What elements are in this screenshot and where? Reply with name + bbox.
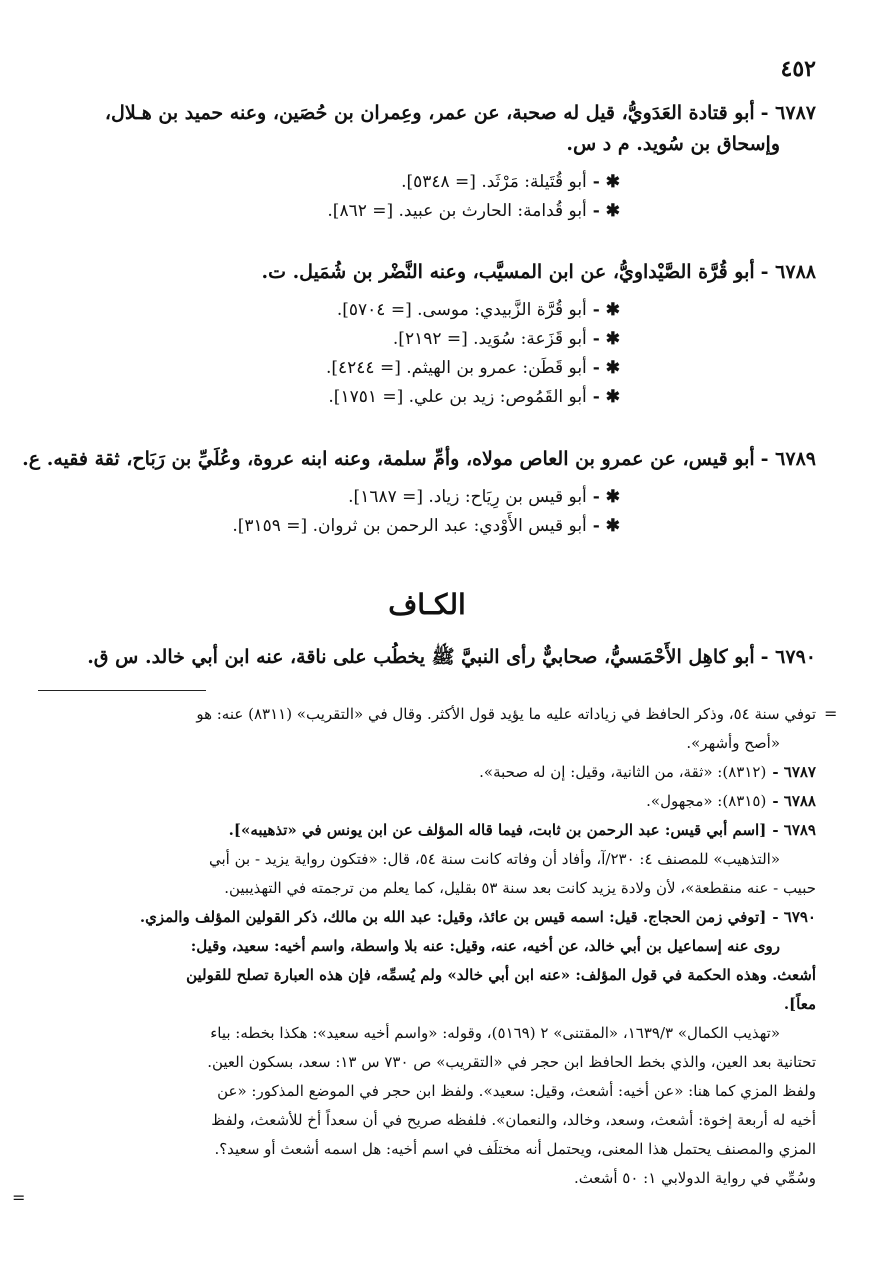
cross-reference: ✱ -أبو قَطَن: عمرو بن الهيثم. [= ٤٢٤٤]. [325,358,620,378]
asterisk-icon: ✱ - [592,172,620,192]
asterisk-icon: ✱ - [592,329,620,349]
asterisk-icon: ✱ - [592,516,620,536]
entry-number: ٦٧٨٨ - [760,261,816,283]
asterisk-icon: ✱ - [592,387,620,407]
footnote-6790-text: أشعث. وهذه الحكمة في قول المؤلف: «عنه ابن أبي خالد» ولم يُسمِّه، فإن هذه العبارة تصلح للقولين [186,966,816,984]
footnote-6787: ٦٧٨٧ -(٨٣١٢): «ثقة، من الثانية، وقيل: إن له صحبة». [479,763,816,781]
footnote-6789: ٦٧٨٩ -[اسم أبي قيس: عبد الرحمن بن ثابت، فيما قاله المؤلف عن ابن يونس في «تذهيبه»]. [228,821,816,839]
continuation-marker: = [824,704,838,723]
entry-text: أبو كاهِل الأَحْمَسيُّ، صحابيٌّ رأى النبيَّ ﷺ يخطُب على ناقة، عنه ابن أبي خالد. س ق. [87,646,755,668]
footnote-6789-text: «التذهيب» للمصنف ٤: ٢٣٠/آ، وأفاد أن وفاته كانت سنة ٥٤، قال: «فتكون رواية يزيد - بن أبي [208,850,780,868]
footnote-6790-text: المزي والمصنف يحتمل هذا المعنى، ويحتمل أنه مختلَف في اسم أخيه: هل اسمه أشعث أو سعيد؟. [214,1140,816,1158]
cross-reference: ✱ -أبو قَزَعة: سُوَيد. [= ٢١٩٢]. [392,329,620,349]
asterisk-icon: ✱ - [592,358,620,378]
footnote-6790-text: أخيه له أربعة إخوة: أشعث، وسعد، وخالد، والنعمان». فلفظه صريح في أن سعداً أخ للأشعث، ولفظ [211,1111,816,1129]
entry-text: أبو قُرَّة الصَّيْداويُّ، عن ابن المسيَّب، وعنه النَّضْر بن شُمَيل. ت. [261,261,755,283]
footnote-divider [38,690,206,691]
entry-text: أبو قيس، عن عمرو بن العاص مولاه، وأمِّ سلمة، وعنه ابنه عروة، وعُلَيِّ بن رَبَاح، ثقة فقيه. ع. [22,448,755,470]
footnote-6790-text: ولفظ المزي كما هنا: «عن أخيه: أشعث، وقيل: سعيد». ولفظ ابن حجر في الموضع المذكور: «عن [217,1082,816,1100]
page-number: ٤٥٢ [780,56,816,82]
cross-reference: ✱ -أبو القَمُوص: زيد بن علي. [= ١٧٥١]. [328,387,620,407]
footnote-6790-text: تحتانية بعد العين، والذي بخط الحافظ ابن حجر في «التقريب» ص ٧٣٠ س ١٣: سعد، بسكون العين. [207,1053,816,1071]
entry-6789 [22,444,816,541]
footnote-continuation: «أصح وأشهر». [686,734,780,752]
footnote-continuation: توفي سنة ٥٤، وذكر الحافظ في زياداته عليه ما يؤيد قول الأكثر. وقال في «التقريب» (٨٣١١) عنه: هو [196,705,816,723]
footnote-6790: ٦٧٩٠ -[توفي زمن الحجاج. قيل: اسمه قيس بن عائذ، وقيل: عبد الله بن مالك، ذكر القولين المؤلف والمزي. [139,908,816,926]
footnotes [38,700,816,1193]
page [22,0,816,1262]
cross-reference: ✱ -أبو قيس الأَوْدي: عبد الرحمن بن ثروان. [= ٣١٥٩]. [232,516,620,536]
entry-text-continued: وإسحاق بن سُويد. م د س. [566,133,780,155]
asterisk-icon: ✱ - [592,300,620,320]
footnote-6790-text: وسُمِّي في رواية الدولابي ١: ٥٠ أشعث. [574,1169,816,1187]
asterisk-icon: ✱ - [592,201,620,221]
entry-number: ٦٧٨٩ - [760,448,816,470]
footnote-6790-text: «تهذيب الكمال» ١٦٣٩/٣، «المقتنى» ٢ (٥١٦٩)، وقوله: «واسم أخيه سعيد»: هكذا بخطه: بياء [210,1024,780,1042]
entry-6788 [38,257,816,412]
cross-reference: ✱ -أبو قُتَيلة: مَرْثَد. [= ٥٣٤٨]. [401,172,620,192]
footnote-6790-text: روى عنه إسماعيل بن أبي خالد، عن أخيه، عنه، وقيل: عنه بلا واسطة، واسم أخيه: سعيد، وقيل: [190,937,780,955]
cross-reference: ✱ -أبو قُدامة: الحارث بن عبيد. [= ٨٦٢]. [327,201,620,221]
cross-reference: ✱ -أبو قيس بن رِيَاح: زياد. [= ١٦٨٧]. [348,487,620,507]
cross-reference: ✱ -أبو قُرَّة الزَّبيدي: موسى. [= ٥٧٠٤]. [336,300,620,320]
section-heading: الكـاف [388,588,466,621]
entry-number: ٦٧٨٧ - [760,102,816,124]
footnote-6789-text: حبيب - عنه منقطعة»، لأن ولادة يزيد كانت بعد سنة ٥٣ بقليل، كما يعلم من ترجمته في التهذيبين. [224,879,816,897]
continuation-marker-end: = [12,1188,26,1207]
footnote-6790-text: معاً]. [783,995,816,1013]
asterisk-icon: ✱ - [592,487,620,507]
entry-text: أبو قتادة العَدَويُّ، قيل له صحبة، عن عمر، وعِمران بن حُصَين، وعنه حميد بن هـلال، [104,102,755,124]
footnote-6788: ٦٧٨٨ -(٨٣١٥): «مجهول». [646,792,816,810]
entry-6787 [38,98,816,226]
entry-6790 [38,642,816,673]
entry-number: ٦٧٩٠ - [760,646,816,668]
